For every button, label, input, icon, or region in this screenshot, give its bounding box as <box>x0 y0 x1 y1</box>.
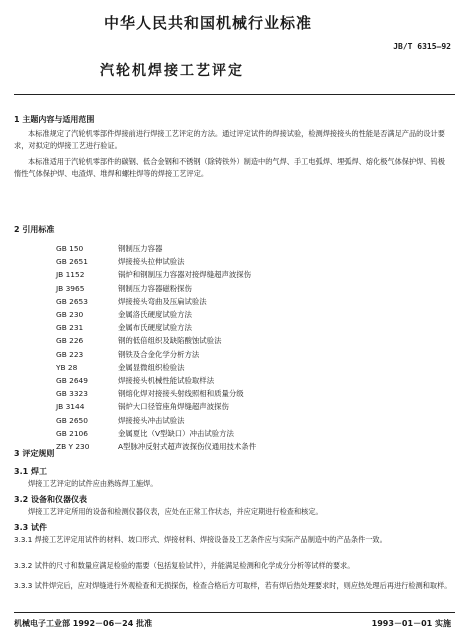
reference-code: GB 2651 <box>56 257 88 267</box>
reference-code: GB 150 <box>56 244 84 254</box>
reference-title: 钢铁及合金化学分析方法 <box>118 349 200 359</box>
reference-code: GB 3323 <box>56 389 88 399</box>
subsection-3-2-text: 焊接工艺评定所用的设备和检测仪器仪表，应处在正常工作状态，并应定期进行检查和核定。 <box>28 507 323 516</box>
reference-code: YB 28 <box>56 362 78 372</box>
reference-item <box>56 374 256 387</box>
footer-divider <box>14 612 455 613</box>
subsection-3-2-heading: 3.2 设备和仪器仪表 <box>14 495 87 504</box>
subsection-3-1-heading: 3.1 焊工 <box>14 467 47 476</box>
reference-code: GB 2650 <box>56 415 88 425</box>
reference-item <box>56 387 256 400</box>
clause-3-3-2-text: 3.3.2 试件的尺寸和数量应满足检验的需要（包括复验试件），并能满足检测和化学成分分析等试样的要求。 <box>14 561 355 570</box>
reference-code: GB 226 <box>56 336 84 346</box>
reference-item <box>56 242 256 255</box>
reference-title: 金属洛氏硬度试验方法 <box>118 310 192 320</box>
reference-title: 金属显微组织检验法 <box>118 362 185 372</box>
reference-item <box>56 427 256 440</box>
approval-line: 机械电子工业部 1992－06－24 批准 <box>14 619 153 628</box>
reference-code: GB 2106 <box>56 428 88 438</box>
reference-code: ZB Y 230 <box>56 441 90 451</box>
clause-3-3-1-text: 3.3.1 焊接工艺评定用试件的材料、坡口形式、焊接材料、焊接设备及工艺条件应与实际产品制造中的产品条件一致。 <box>14 535 387 544</box>
reference-code: GB 2653 <box>56 296 88 306</box>
reference-title: 锅炉和钢制压力容器对接焊缝超声波探伤 <box>118 270 252 280</box>
section-1-heading: 1 主题内容与适用范围 <box>14 115 95 124</box>
reference-item <box>56 440 256 453</box>
reference-title: 钢的低倍组织及缺陷酸蚀试验法 <box>118 336 222 346</box>
header-divider <box>14 94 455 95</box>
section-1-paragraph-2: 本标准适用于汽轮机零部件的碳钢、低合金钢和不锈钢（除铸铁外）制造中的气焊、手工电弧焊、埋弧焊、熔化极气体保护焊、钨极惰性气体保护焊、电渣焊、堆焊和螺柱焊等的焊接工艺评定。 <box>14 157 445 178</box>
reference-item <box>56 295 256 308</box>
reference-code: JB 3965 <box>56 283 85 293</box>
reference-title: 钢熔化焊对接接头射线照相和质量分级 <box>118 389 244 399</box>
reference-code: JB 1152 <box>56 270 85 280</box>
reference-item <box>56 282 256 295</box>
reference-title: 焊接接头机械性能试验取样法 <box>118 375 215 385</box>
reference-title: 焊接接头弯曲及压扁试验法 <box>118 296 207 306</box>
standard-number: JB/T 6315—92 <box>393 42 451 51</box>
reference-item <box>56 413 256 426</box>
reference-title: 锅炉大口径管座角焊缝超声波探伤 <box>118 402 229 412</box>
reference-title: 金属布氏硬度试验方法 <box>118 323 192 333</box>
section-3-heading: 3 评定规则 <box>14 449 55 458</box>
reference-item <box>56 255 256 268</box>
reference-item <box>56 348 256 361</box>
reference-title: 焊接接头拉伸试验法 <box>118 257 185 267</box>
reference-item <box>56 308 256 321</box>
document-title: 汽轮机焊接工艺评定 <box>100 63 244 79</box>
reference-standards-list <box>56 242 256 453</box>
clause-3-3-3-text: 3.3.3 试件焊完后，应对焊缝进行外观检查和无损探伤，检查合格后方可取样，若有焊后热处理要求时，则应热处理后再进行检测和取样。 <box>14 581 452 590</box>
reference-code: GB 2649 <box>56 375 88 385</box>
reference-item <box>56 361 256 374</box>
reference-code: GB 223 <box>56 349 84 359</box>
reference-item <box>56 268 256 281</box>
reference-code: GB 231 <box>56 323 84 333</box>
implementation-date: 1993－01－01 实施 <box>371 619 451 628</box>
subsection-3-1-text: 焊接工艺评定的试件应由熟练焊工施焊。 <box>28 479 158 488</box>
reference-item <box>56 334 256 347</box>
reference-code: JB 3144 <box>56 402 85 412</box>
reference-title: 钢制压力容器磁粉探伤 <box>118 283 192 293</box>
reference-title: 焊接接头冲击试验法 <box>118 415 185 425</box>
section-2-heading: 2 引用标准 <box>14 225 55 234</box>
reference-title: 金属夏比（V型缺口）冲击试验方法 <box>118 428 234 438</box>
org-title: 中华人民共和国机械行业标准 <box>104 14 313 32</box>
reference-title: 钢制压力容器 <box>118 244 163 254</box>
subsection-3-3-heading: 3.3 试件 <box>14 523 47 532</box>
section-1-paragraph-1: 本标准规定了汽轮机零部件焊接前进行焊接工艺评定的方法。通过评定试件的焊接试验，检测焊接接头的性能是否满足产品的设计要求，对拟定的焊接工艺进行验证。 <box>14 129 445 150</box>
reference-item <box>56 400 256 413</box>
reference-item <box>56 321 256 334</box>
reference-title: A型脉冲反射式超声波探伤仪通用技术条件 <box>118 441 257 451</box>
reference-code: GB 230 <box>56 310 84 320</box>
